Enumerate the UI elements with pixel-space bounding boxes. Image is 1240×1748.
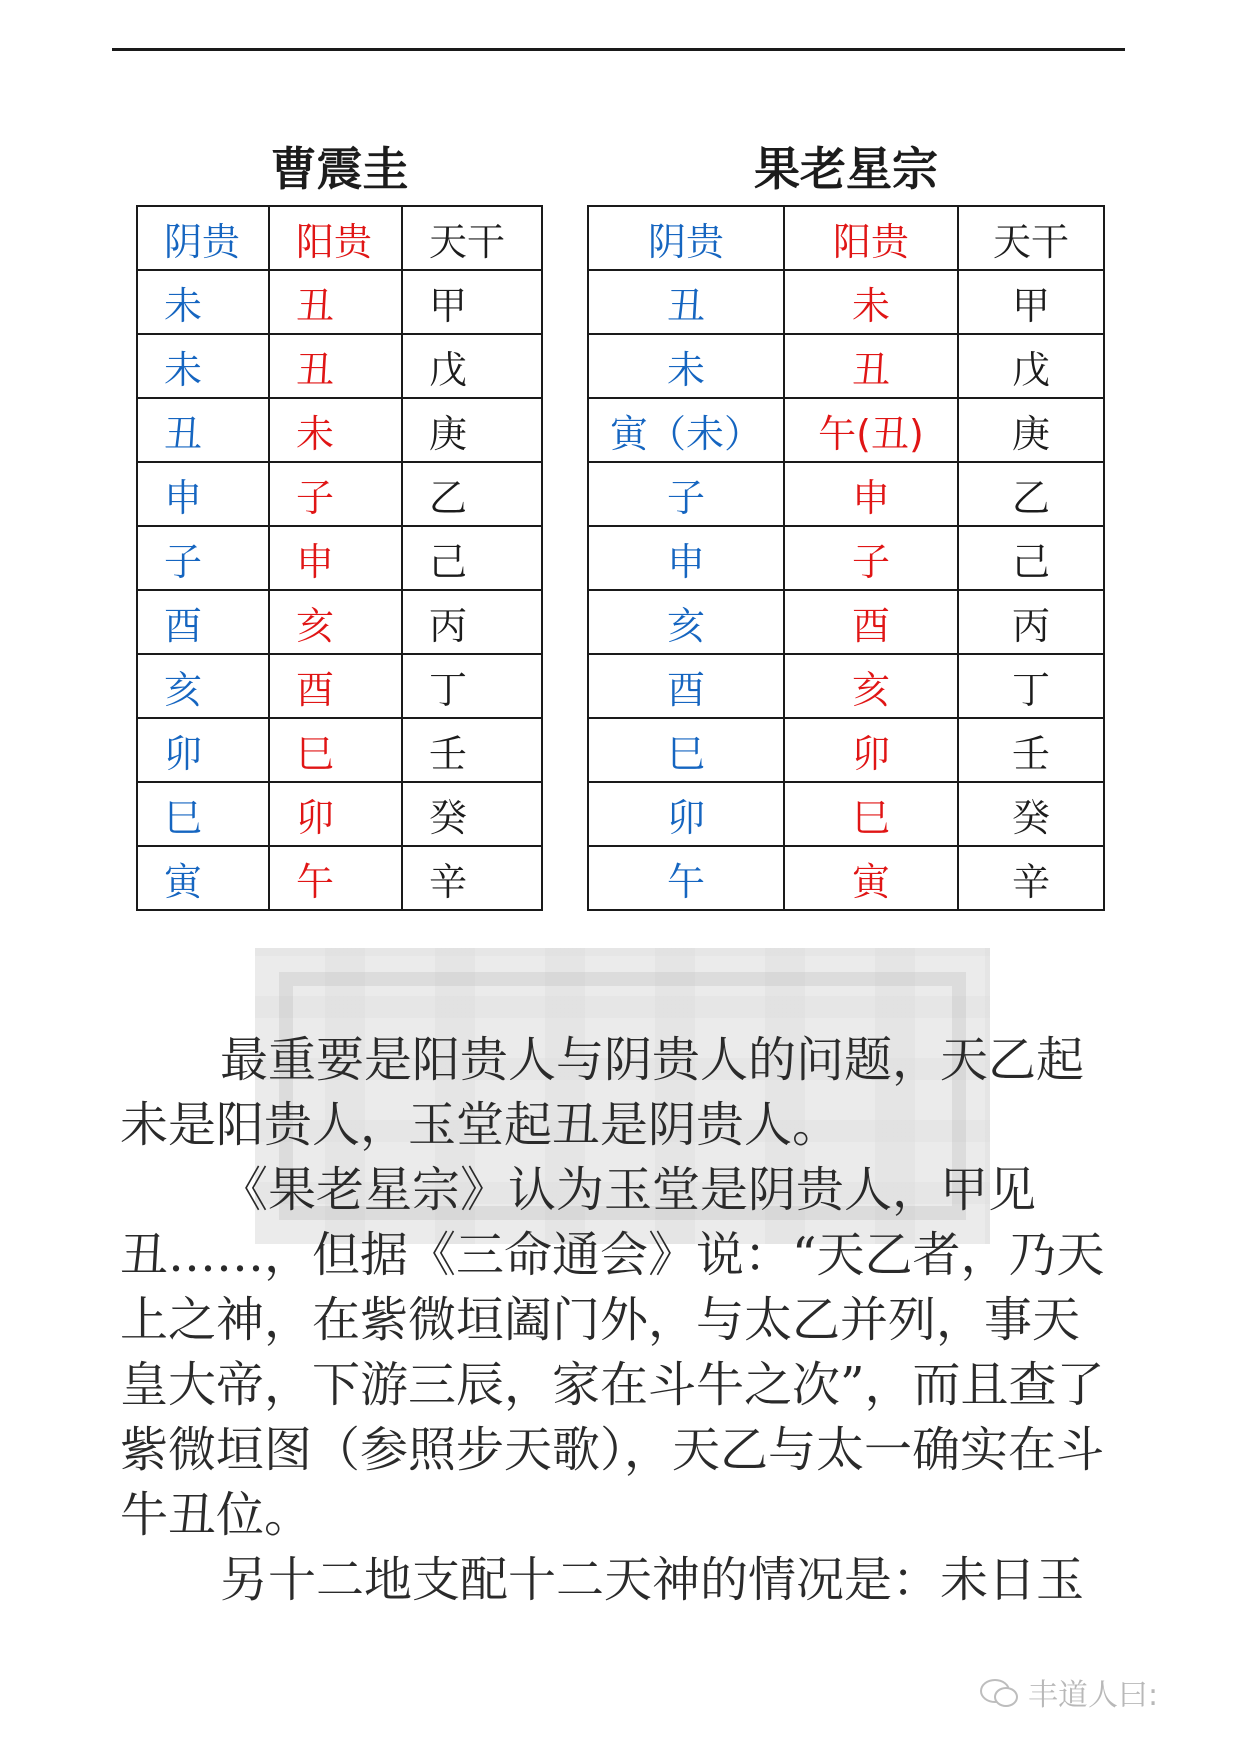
tiangan-cell: 丙	[402, 590, 542, 654]
yang-gui-cell: 未	[784, 270, 958, 334]
column-header: 天干	[402, 206, 542, 270]
tiangan-cell: 庚	[958, 398, 1104, 462]
yang-gui-cell: 子	[269, 462, 402, 526]
yang-gui-cell: 丑	[784, 334, 958, 398]
column-header: 阳贵	[784, 206, 958, 270]
yang-gui-cell: 卯	[784, 718, 958, 782]
table-title: 曹震圭	[270, 142, 409, 196]
yin-gui-cell: 寅	[137, 846, 269, 910]
yang-gui-cell: 酉	[784, 590, 958, 654]
tiangan-cell: 戊	[402, 334, 542, 398]
text-line: 丑……，但据《三命通会》说：“天乙者，乃天	[120, 1227, 1105, 1283]
table-row	[588, 526, 1104, 590]
table-row	[137, 398, 542, 462]
text-line: 上之神，在紫微垣阖门外，与太乙并列，事天	[120, 1292, 1081, 1348]
tiangan-cell: 庚	[402, 398, 542, 462]
table-row	[588, 590, 1104, 654]
tiangan-cell: 乙	[402, 462, 542, 526]
header-row	[588, 206, 1104, 270]
table-row	[588, 462, 1104, 526]
table-guolao-xingzong	[587, 138, 1105, 911]
wechat-icon	[980, 1677, 1018, 1707]
tiangan-cell: 壬	[402, 718, 542, 782]
text-line: 最重要是阳贵人与阴贵人的问题，天乙起	[220, 1032, 1085, 1088]
table-row	[137, 334, 542, 398]
tiangan-cell: 癸	[958, 782, 1104, 846]
yang-gui-cell: 丑	[269, 270, 402, 334]
yin-gui-cell: 子	[137, 526, 269, 590]
yin-gui-cell: 丑	[588, 270, 784, 334]
yang-gui-cell: 未	[269, 398, 402, 462]
tiangan-cell: 己	[958, 526, 1104, 590]
yang-gui-cell: 午	[269, 846, 402, 910]
tiangan-cell: 癸	[402, 782, 542, 846]
yin-gui-cell: 午	[588, 846, 784, 910]
table-row	[588, 270, 1104, 334]
table-row	[588, 782, 1104, 846]
tiangan-cell: 辛	[402, 846, 542, 910]
yin-gui-cell: 未	[137, 270, 269, 334]
yin-gui-cell: 卯	[588, 782, 784, 846]
yin-gui-cell: 酉	[137, 590, 269, 654]
account-name: 丰道人曰:	[1028, 1678, 1159, 1713]
table-row	[588, 718, 1104, 782]
column-header: 阴贵	[588, 206, 784, 270]
yin-gui-cell: 未	[137, 334, 269, 398]
paragraph-1	[120, 1028, 1118, 1158]
paragraph-2	[120, 1158, 1118, 1548]
table-row	[137, 462, 542, 526]
yang-gui-cell: 酉	[269, 654, 402, 718]
yang-gui-cell: 午(丑)	[784, 398, 958, 462]
table-row	[137, 526, 542, 590]
table-row	[137, 718, 542, 782]
tiangan-cell: 己	[402, 526, 542, 590]
yin-gui-cell: 申	[588, 526, 784, 590]
table-row	[588, 654, 1104, 718]
text-line: 另十二地支配十二天神的情况是：未日玉	[220, 1552, 1085, 1608]
tiangan-cell: 甲	[402, 270, 542, 334]
tiangan-cell: 甲	[958, 270, 1104, 334]
column-header: 天干	[958, 206, 1104, 270]
yang-gui-cell: 卯	[269, 782, 402, 846]
yin-gui-cell: 巳	[588, 718, 784, 782]
yin-gui-cell: 丑	[137, 398, 269, 462]
table-row	[137, 782, 542, 846]
table-row	[137, 590, 542, 654]
gui-table	[587, 205, 1105, 911]
yang-gui-cell: 巳	[269, 718, 402, 782]
yang-gui-cell: 亥	[269, 590, 402, 654]
account-watermark	[980, 1670, 1158, 1714]
table-row	[137, 270, 542, 334]
tiangan-cell: 丁	[958, 654, 1104, 718]
yin-gui-cell: 亥	[137, 654, 269, 718]
column-header: 阳贵	[269, 206, 402, 270]
yang-gui-cell: 寅	[784, 846, 958, 910]
text-line: 未是阳贵人，玉堂起丑是阴贵人。	[120, 1097, 841, 1153]
yang-gui-cell: 巳	[784, 782, 958, 846]
top-rule	[112, 48, 1125, 51]
yang-gui-cell: 子	[784, 526, 958, 590]
yin-gui-cell: 子	[588, 462, 784, 526]
yin-gui-cell: 酉	[588, 654, 784, 718]
text-line: 《果老星宗》认为玉堂是阴贵人，甲见	[220, 1162, 1037, 1218]
yin-gui-cell: 未	[588, 334, 784, 398]
table-title: 果老星宗	[754, 142, 938, 196]
table-row	[588, 398, 1104, 462]
table-row	[137, 654, 542, 718]
yin-gui-cell: 卯	[137, 718, 269, 782]
yang-gui-cell: 亥	[784, 654, 958, 718]
text-line: 牛丑位。	[120, 1487, 313, 1543]
tiangan-cell: 戊	[958, 334, 1104, 398]
header-row	[137, 206, 542, 270]
yin-gui-cell: 寅（未）	[588, 398, 784, 462]
text-line: 皇大帝，下游三辰，家在斗牛之次”，而且查了	[120, 1357, 1105, 1413]
yin-gui-cell: 巳	[137, 782, 269, 846]
gui-table	[136, 205, 543, 911]
column-header: 阴贵	[137, 206, 269, 270]
table-row	[137, 846, 542, 910]
tiangan-cell: 丁	[402, 654, 542, 718]
yang-gui-cell: 申	[269, 526, 402, 590]
tiangan-cell: 壬	[958, 718, 1104, 782]
table-row	[588, 334, 1104, 398]
text-line: 紫微垣图（参照步天歌），天乙与太一确实在斗	[120, 1422, 1105, 1478]
yang-gui-cell: 丑	[269, 334, 402, 398]
yin-gui-cell: 亥	[588, 590, 784, 654]
tiangan-cell: 辛	[958, 846, 1104, 910]
paragraph-3	[120, 1548, 1118, 1613]
yang-gui-cell: 申	[784, 462, 958, 526]
tiangan-cell: 丙	[958, 590, 1104, 654]
table-cao-zhengui	[136, 138, 543, 911]
table-row	[588, 846, 1104, 910]
yin-gui-cell: 申	[137, 462, 269, 526]
tiangan-cell: 乙	[958, 462, 1104, 526]
